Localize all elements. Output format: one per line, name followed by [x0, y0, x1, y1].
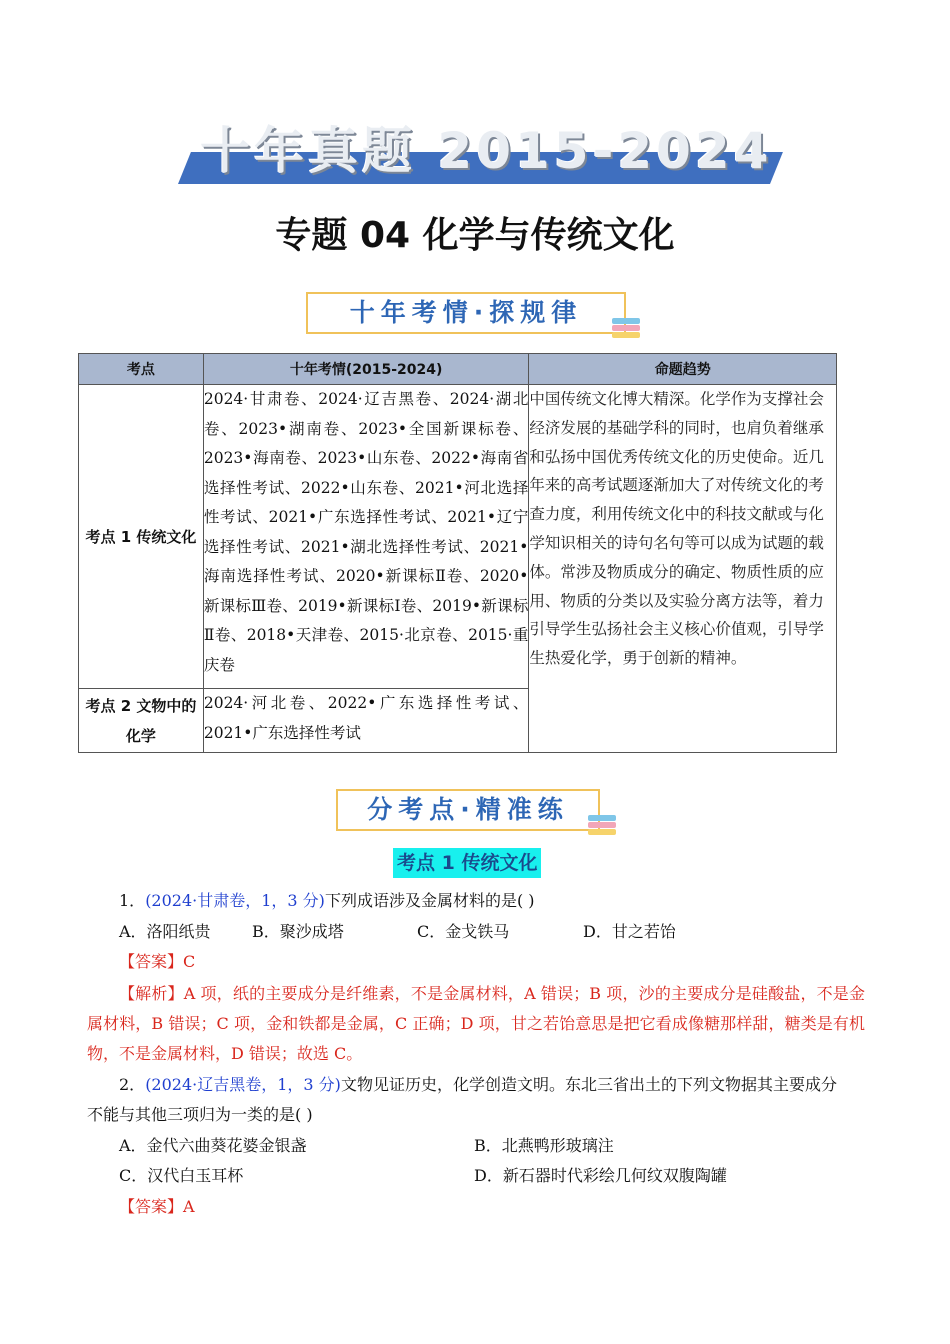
option-a: A．洛阳纸贵 [119, 922, 211, 941]
question-source: (2024·甘肃卷，1，3 分) [145, 891, 325, 910]
books-icon [588, 815, 618, 841]
years-cell: 2024·河北卷、2022•广东选择性考试、2021•广东选择性考试 [203, 689, 529, 753]
question-number: 1． [119, 891, 146, 910]
exam-trend-table [78, 353, 837, 753]
option-c: C．汉代白玉耳杯 [119, 1166, 244, 1185]
question-2-line2: 不能与其他三项归为一类的是( ) [87, 1105, 313, 1124]
question-stem: 文物见证历史，化学创造文明。东北三省出土的下列文物据其主要成分 [340, 1075, 837, 1094]
explain-text: A 项，纸的主要成分是纤维素，不是金属材料，A 错误；B 项，沙的主要成分是硅酸盐，不是金属材料，B 错误；C 项，金和铁都是金属，C 正确；D 项，甘之若饴意思是把它看成像糖那样甜，糖类是有机物，不是金属材料，D 错误；故选 C。 [87, 984, 865, 1063]
option-d: D．甘之若饴 [583, 922, 676, 941]
header-kaodian: 考点 [79, 354, 204, 385]
answer-label: 【答案】 [119, 952, 184, 971]
option-b: B．聚沙成塔 [252, 922, 344, 941]
years-cell: 2024·甘肃卷、2024·辽吉黑卷、2024·湖北卷、2023•湖南卷、2023•全国新课标卷、2023•海南卷、2023•山东卷、2022•海南省选择性考试、2022•山东卷、2021•河北选择性考试、2021•广东选择性考试、2021•辽宁选择性考试、2021•湖北选择性考试、2021•海南选择性考试、2020•新课标Ⅱ卷、2020•新课标Ⅲ卷、2019•新课标Ⅰ卷、2019•新课标Ⅱ卷、2018•天津卷、2015·北京卷、2015·重庆卷 [203, 385, 529, 689]
section-label-trends: 十年考情·探规律 [306, 292, 626, 334]
answer-2 [119, 1192, 899, 1222]
option-b: B．北燕鸭形玻璃注 [474, 1136, 614, 1155]
option-a: A．金代六曲葵花婆金银盏 [119, 1136, 307, 1155]
answer-value: C [183, 952, 196, 971]
question-stem: 下列成语涉及金属材料的是( ) [324, 891, 535, 910]
answer-value: A [183, 1197, 195, 1216]
section-label-practice: 分考点·精准练 [336, 789, 600, 831]
option-c: C．金戈铁马 [417, 922, 510, 941]
explain-label: 【解析】 [119, 984, 184, 1003]
books-icon [612, 318, 642, 344]
explanation-1 [87, 979, 865, 1069]
answer-label: 【答案】 [119, 1197, 184, 1216]
answer-1 [119, 947, 899, 977]
trend-cell: 中国传统文化博大精深。化学作为支撑社会经济发展的基础学科的同时，也肩负着继承和弘扬中国优秀传统文化的历史使命。近几年来的高考试题逐渐加大了对传统文化的考查力度，利用传统文化中的科技文献或与化学知识相关的诗句名句等可以成为试题的载体。常涉及物质成分的确定、物质性质的应用、物质的分类以及实验分离方法等，着力引导学生弘扬社会主义核心价值观，引导学生热爱化学，勇于创新的精神。 [529, 385, 837, 753]
banner-text: 十年真题 2015-2024 [200, 122, 773, 180]
question-2 [119, 1070, 899, 1100]
kaodian-cell: 考点 2 文物中的化学 [79, 689, 204, 753]
page-title: 专题 04 化学与传统文化 [275, 215, 675, 256]
question-source: (2024·辽吉黑卷，1，3 分) [145, 1075, 341, 1094]
question-number: 2． [119, 1075, 146, 1094]
header-trend: 命题趋势 [529, 354, 837, 385]
kaodian-cell: 考点 1 传统文化 [79, 385, 204, 689]
table-header-row [79, 354, 837, 385]
top-banner [178, 118, 773, 186]
option-d: D．新石器时代彩绘几何纹双腹陶罐 [474, 1166, 727, 1185]
header-years: 十年考情(2015-2024) [203, 354, 529, 385]
question-1 [119, 886, 899, 916]
kaodian-title: 考点 1 传统文化 [393, 848, 541, 878]
table-row [79, 385, 837, 689]
